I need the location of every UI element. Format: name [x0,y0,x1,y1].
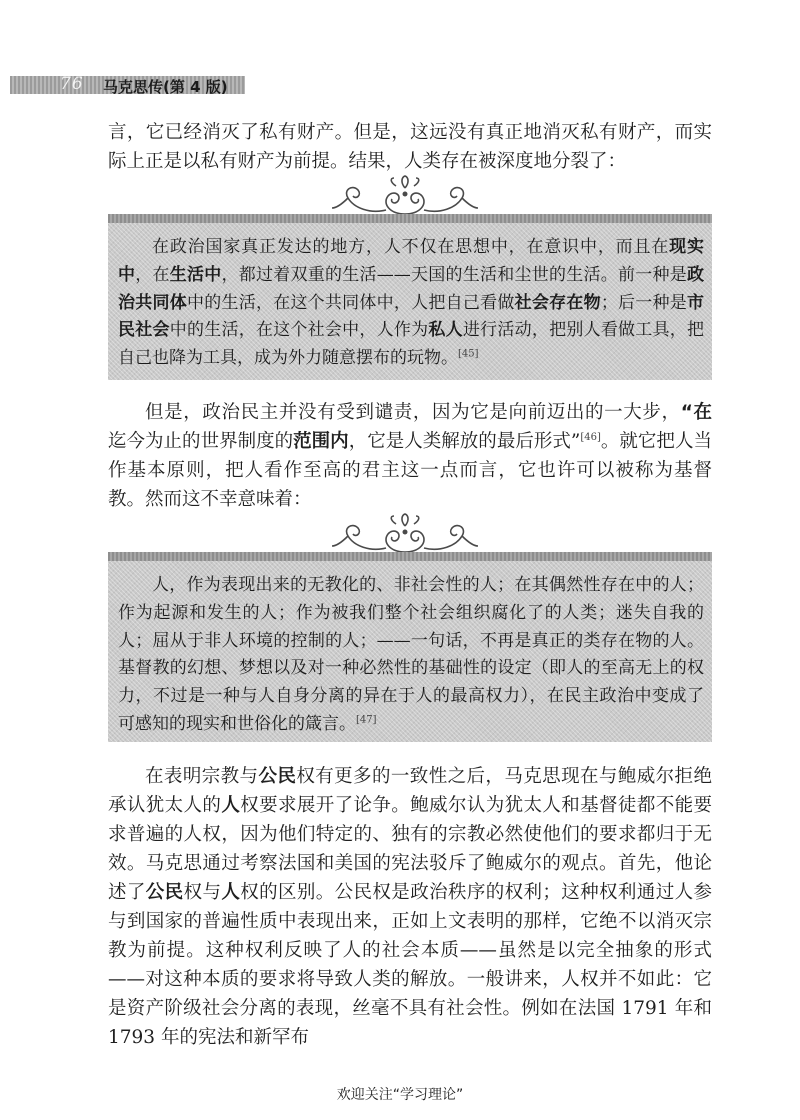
paragraph-1: 言，它已经消灭了私有财产。但是，这远没有真正地消灭私有财产，而实际上正是以私有财产为前提。结果，人类存在被深度地分裂了： [108,122,712,172]
book-title: 马克思传(第 4 版) [103,78,228,96]
paragraph-2: 但是，政治民主并没有受到谴责，因为它是向前迈出的一大步，“在迄今为止的世界制度的范围内，它是人类解放的最后形式”[46]。就它把人当作基本原则，把人看作至高的君主这一点而言，它也许可以被称为基督教。然而这不幸意味着： [108,402,712,510]
page-number: 76 [60,74,84,94]
footnote-ref-47: [47] [356,714,377,726]
quote-box-1-top-rule [108,214,712,223]
quote-box-2-top-rule [108,552,712,561]
quote-2: 人，作为表现出来的无教化的、非社会性的人；在其偶然性存在中的人；作为起源和发生的人；作为被我们整个社会组织腐化了的人类；迷失自我的人；屈从于非人环境的控制的人；——一句话，不再是真正的类存在物的人。基督教的幻想、梦想以及对一种必然性的基础性的设定（即人的至高无上的权力，不过是一种与人自身分离的异在于人的最高权力），在民主政治中变成了可感知的现实和世俗化的箴言。[47] [118,575,704,734]
quote-1: 在政治国家真正发达的地方，人不仅在思想中，在意识中，而且在现实中，在生活中，都过着双重的生活——天国的生活和尘世的生活。前一种是政治共同体中的生活，在这个共同体中，人把自己看做社会存在物；后一种是市民社会中的生活，在这个社会中，人作为私人进行活动，把别人看做工具，把自己也降为工具，成为外力随意摆布的玩物。[45] [118,237,705,369]
footer-note: 欢迎关注“学习理论” [336,1087,464,1103]
footnote-ref-45: [45] [458,348,479,360]
paragraph-3: 在表明宗教与公民权有更多的一致性之后，马克思现在与鲍威尔拒绝承认犹太人的人权要求展开了论争。鲍威尔认为犹太人和基督徒都不能要求普遍的人权，因为他们特定的、独有的宗教必然使他们的要求都归于无效。马克思通过考察法国和美国的宪法驳斥了鲍威尔的观点。首先，他论述了公民权与人权的区别。公民权是政治秩序的权利；这种权利通过人参与到国家的普遍性质中表现出来，正如上文表明的那样，它绝不以消灭宗教为前提。这种权利反映了人的社会本质——虽然是以完全抽象的形式——对这种本质的要求将导致人类的解放。一般讲来，人权并不如此：它是资产阶级社会分离的表现，丝毫不具有社会性。例如在法国 1791 年和 1793 年的宪法和新罕布 [108,766,712,1048]
footnote-ref-46: [46] [580,431,601,443]
